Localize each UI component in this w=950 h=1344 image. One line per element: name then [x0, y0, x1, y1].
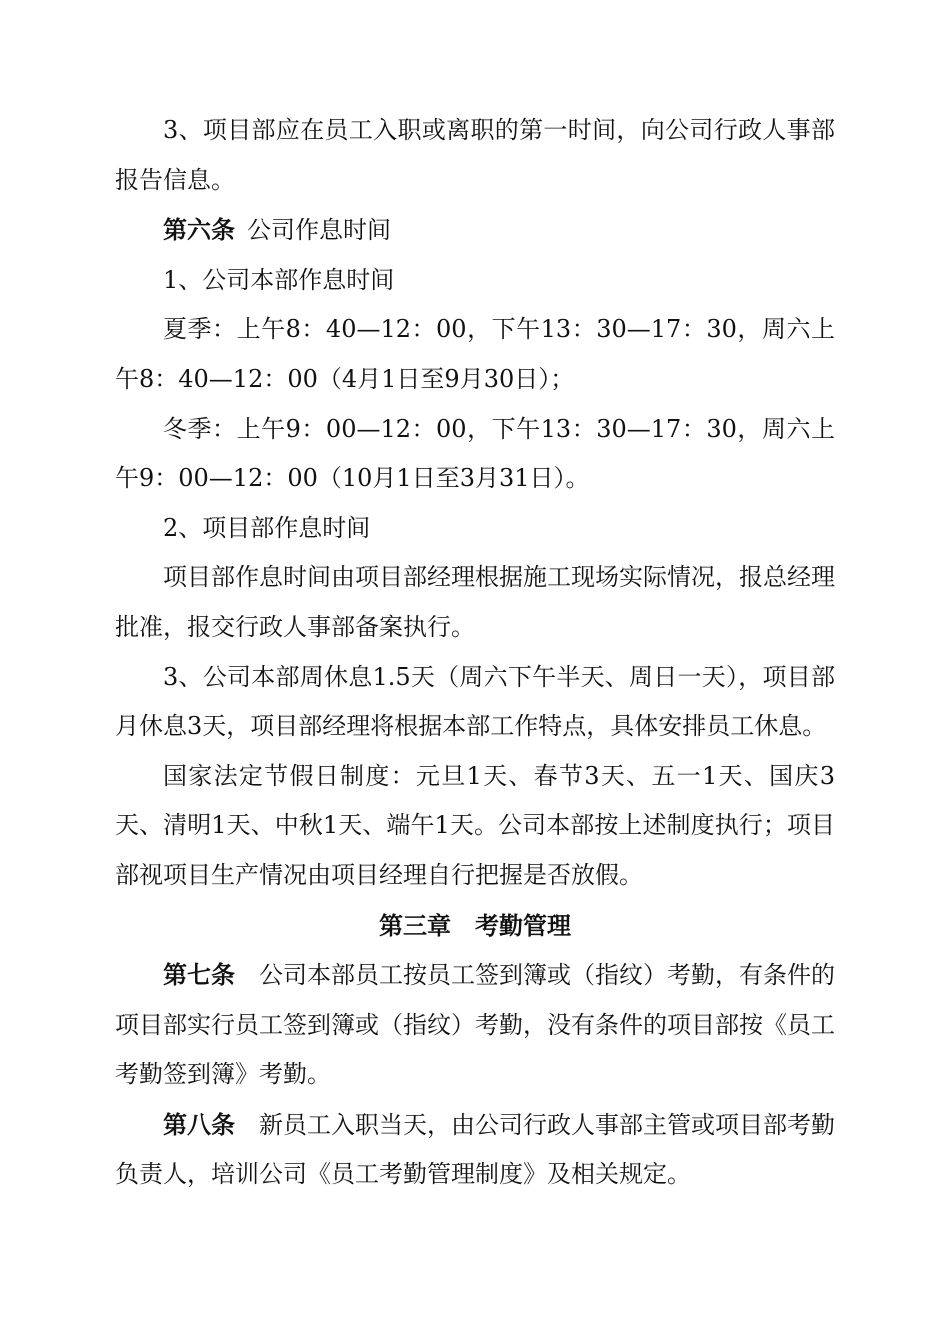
paragraph-text: 2、项目部作息时间	[163, 513, 371, 542]
article-6-heading	[115, 205, 835, 256]
article-text: 新员工入职当天，由公司行政人事部主管或项目部考勤负责人，培训公司《员工考勤管理制度》及相关规定。	[115, 1110, 835, 1189]
paragraph-text: 项目部作息时间由项目部经理根据施工现场实际情况，报总经理批准，报交行政人事部备案执行。	[115, 563, 835, 641]
paragraph-holidays	[115, 752, 835, 901]
paragraph-text: 1、公司本部作息时间	[163, 265, 395, 294]
chapter-title: 考勤管理	[475, 910, 571, 940]
paragraph-hq-hours-heading	[115, 256, 835, 306]
paragraph-summer-hours	[115, 305, 835, 404]
paragraph-project-hours-heading	[115, 504, 835, 554]
paragraph-text: 夏季：上午8：40—12：00，下午13：30—17：30，周六上午8：40—12：00（4月1日至9月30日）；	[115, 315, 835, 393]
paragraph-text: 冬季：上午9：00—12：00，下午13：30—17：30，周六上午9：00—12：00（10月1日至3月31日）。	[115, 414, 835, 493]
paragraph-text: 3、项目部应在员工入职或离职的第一时间，向公司行政人事部报告信息。	[115, 116, 835, 194]
paragraph-text: 国家法定节假日制度：元旦1天、春节3天、五一1天、国庆3天、清明1天、中秋1天、端午1天。公司本部按上述制度执行；项目部视项目生产情况由项目经理自行把握是否放假。	[115, 761, 835, 889]
article-title: 公司作息时间	[247, 216, 391, 245]
paragraph-weekly-rest	[115, 653, 835, 752]
article-label: 第六条	[163, 215, 235, 245]
article-label: 第八条	[163, 1109, 235, 1139]
paragraph-winter-hours	[115, 405, 835, 504]
document-body	[115, 106, 835, 1200]
article-7	[115, 950, 835, 1100]
paragraph-text: 3、公司本部周休息1.5天（周六下午半天、周日一天），项目部月休息3天，项目部经理将根据本部工作特点，具体安排员工休息。	[115, 662, 835, 741]
article-label: 第七条	[163, 960, 235, 990]
paragraph-project-hours	[115, 553, 835, 652]
paragraph-report-info	[115, 106, 835, 205]
chapter-number: 第三章	[379, 910, 451, 940]
chapter-3-heading	[115, 901, 835, 951]
article-8	[115, 1100, 835, 1200]
article-text: 公司本部员工按员工签到簿或（指纹）考勤，有条件的项目部实行员工签到簿或（指纹）考勤，没有条件的项目部按《员工考勤签到簿》考勤。	[115, 961, 835, 1089]
